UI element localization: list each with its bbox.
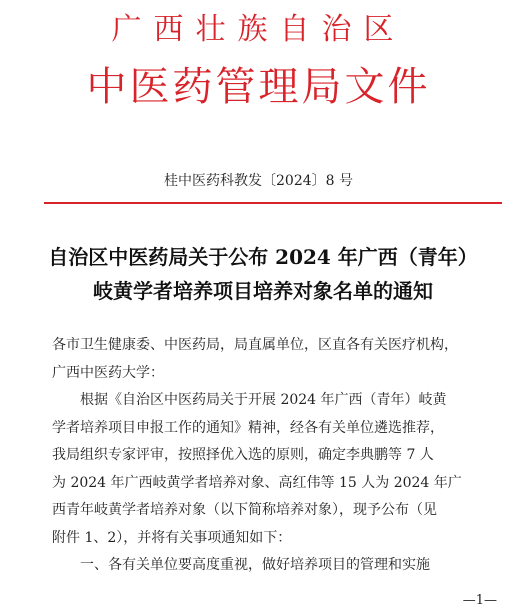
body-line: 西青年岐黄学者培养对象（以下简称培养对象），现予公布（见 xyxy=(52,502,437,518)
body-line-paragraph-start: 根据《自治区中医药局关于开展 2024 年广西（青年）岐黄 xyxy=(80,392,447,408)
document-number: 桂中医药科教发〔2024〕8 号 xyxy=(164,173,353,189)
red-divider-line xyxy=(44,202,502,204)
body-line-recipients-2: 广西中医药大学： xyxy=(52,364,164,381)
document-title-line2: 岐黄学者培养项目培养对象名单的通知 xyxy=(93,279,433,303)
issuer-name-line1: 广西壮族自治区 xyxy=(111,12,406,47)
body-line-item-1: 一、各有关单位要高度重视，做好培养项目的管理和实施 xyxy=(80,557,430,573)
body-line-recipients-1: 各市卫生健康委、中医药局，局直属单位，区直各有关医疗机构， xyxy=(52,337,458,353)
issuer-name-line2: 中医药管理局文件 xyxy=(86,64,431,110)
document-title xyxy=(30,240,496,308)
document-body xyxy=(52,332,510,580)
page-number: —1— xyxy=(462,593,497,608)
body-line: 附件 1、2），并将有关事项通知如下： xyxy=(52,529,292,546)
body-line: 我局组织专家评审，按照择优入选的原则，确定李典鹏等 7 人 xyxy=(52,447,434,463)
body-line: 为 2024 年广西岐黄学者培养对象、高红伟等 15 人为 2024 年广 xyxy=(52,474,462,491)
document-title-line1: 自治区中医药局关于公布 2024 年广西（青年） xyxy=(48,245,478,269)
body-line: 学者培养项目申报工作的通知》精神，经各有关单位遴选推荐， xyxy=(52,419,444,436)
